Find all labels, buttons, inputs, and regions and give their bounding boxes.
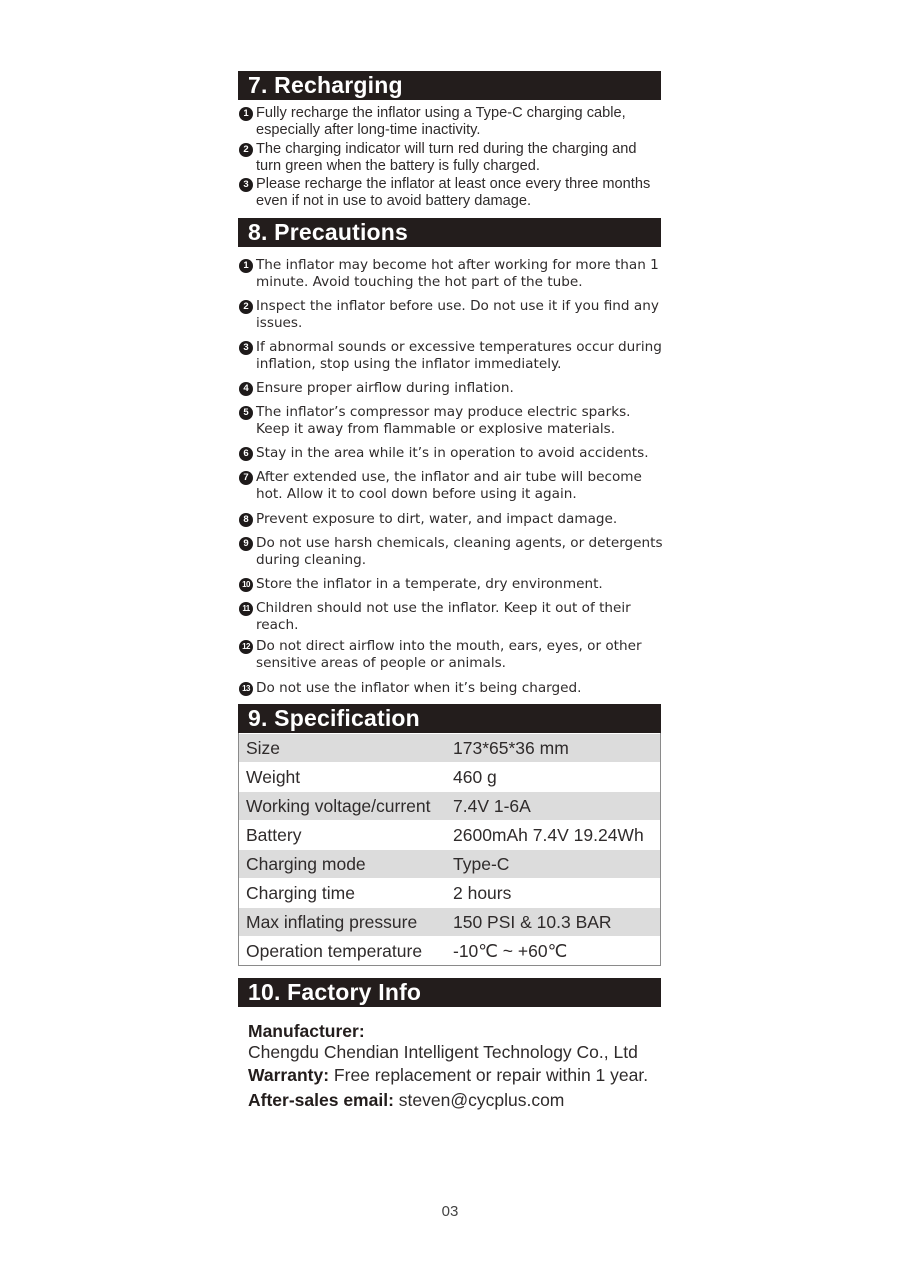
section-header-specification: 9. Specification	[238, 704, 661, 733]
item-text: The inflator’s compressor may produce electric sparks. Keep it away from flammable or explosive materials.	[256, 404, 631, 437]
item-text: Prevent exposure to dirt, water, and impact damage.	[256, 511, 618, 527]
warranty-line	[248, 1065, 668, 1086]
number-badge-icon: 1	[239, 107, 253, 121]
recharging-item-2	[238, 141, 663, 175]
section-header-recharging: 7. Recharging	[238, 71, 661, 100]
section-header-precautions: 8. Precautions	[238, 218, 661, 247]
page-number: 03	[441, 1203, 459, 1220]
spec-value: 150 PSI & 10.3 BAR	[453, 911, 612, 932]
item-text: Children should not use the inflator. Keep it out of their reach.	[256, 600, 631, 633]
number-badge-icon: 10	[239, 578, 253, 592]
spec-label: Charging time	[246, 882, 355, 903]
number-badge-icon: 1	[239, 259, 253, 273]
spec-value: 2 hours	[453, 882, 512, 903]
section-header-factory-info: 10. Factory Info	[238, 978, 661, 1007]
precaution-item-12	[238, 638, 663, 672]
precaution-item-5	[238, 404, 663, 438]
item-text: Ensure proper airflow during inflation.	[256, 380, 514, 396]
manufacturer-value: Chengdu Chendian Intelligent Technology Co., Ltd	[248, 1042, 638, 1062]
specification-table	[238, 733, 661, 966]
spec-value: -10℃ ~ +60℃	[453, 940, 568, 961]
spec-row-charging-time	[239, 878, 660, 907]
precaution-item-9	[238, 535, 663, 569]
recharging-item-3	[238, 176, 663, 210]
precaution-item-8	[238, 511, 663, 528]
spec-row-working-voltage	[239, 791, 660, 820]
number-badge-icon: 6	[239, 447, 253, 461]
warranty-label: Warranty:	[248, 1065, 330, 1085]
number-badge-icon: 9	[239, 537, 253, 551]
spec-label: Working voltage/current	[246, 795, 431, 816]
item-text: Fully recharge the inflator using a Type-C charging cable, especially after long-time inactivity.	[256, 105, 626, 138]
spec-row-charging-mode	[239, 849, 660, 878]
warranty-value: Free replacement or repair within 1 year.	[333, 1065, 649, 1085]
spec-row-size	[239, 733, 660, 762]
spec-value: 460 g	[453, 766, 497, 787]
number-badge-icon: 13	[239, 682, 253, 696]
spec-label: Charging mode	[246, 853, 366, 874]
spec-label: Operation temperature	[246, 940, 423, 961]
item-text: The charging indicator will turn red during the charging and turn green when the battery is fully charged.	[256, 141, 637, 174]
precaution-item-1	[238, 257, 663, 291]
manufacturer-label: Manufacturer:	[248, 1021, 365, 1041]
precaution-item-13	[238, 680, 663, 697]
item-text: Store the inflator in a temperate, dry environment.	[256, 576, 603, 592]
item-text: Do not direct airflow into the mouth, ears, eyes, or other sensitive areas of people or animals.	[256, 638, 642, 671]
spec-label: Size	[246, 737, 281, 758]
manufacturer-label-line	[248, 1021, 668, 1042]
spec-value: 7.4V 1-6A	[453, 795, 531, 816]
item-text: Please recharge the inflator at least once every three months even if not in use to avoid battery damage.	[256, 176, 651, 209]
number-badge-icon: 8	[239, 513, 253, 527]
precaution-item-2	[238, 298, 663, 332]
item-text: If abnormal sounds or excessive temperatures occur during inflation, stop using the inflator immediately.	[256, 339, 662, 372]
number-badge-icon: 2	[239, 300, 253, 314]
item-text: Do not use the inflator when it’s being charged.	[256, 680, 582, 696]
precaution-item-7	[238, 469, 663, 503]
spec-value: 2600mAh 7.4V 19.24Wh	[453, 824, 644, 845]
precaution-item-10	[238, 576, 663, 593]
number-badge-icon: 3	[239, 178, 253, 192]
number-badge-icon: 12	[239, 640, 253, 654]
number-badge-icon: 2	[239, 143, 253, 157]
email-value: steven@cycplus.com	[398, 1090, 565, 1110]
number-badge-icon: 4	[239, 382, 253, 396]
precaution-item-3	[238, 339, 663, 373]
precaution-item-11	[238, 600, 663, 634]
email-label: After-sales email:	[248, 1090, 394, 1110]
spec-value: 173*65*36 mm	[453, 737, 569, 758]
item-text: The inflator may become hot after working for more than 1 minute. Avoid touching the hot part of the tube.	[256, 257, 659, 290]
number-badge-icon: 3	[239, 341, 253, 355]
email-line	[248, 1090, 668, 1111]
item-text: Do not use harsh chemicals, cleaning agents, or detergents during cleaning.	[256, 535, 663, 568]
precaution-item-4	[238, 380, 663, 397]
spec-row-weight	[239, 762, 660, 791]
spec-row-operation-temperature	[239, 936, 660, 965]
spec-row-battery	[239, 820, 660, 849]
spec-label: Battery	[246, 824, 302, 845]
spec-label: Weight	[246, 766, 301, 787]
spec-label: Max inflating pressure	[246, 911, 418, 932]
number-badge-icon: 5	[239, 406, 253, 420]
item-text: Inspect the inflator before use. Do not use it if you find any issues.	[256, 298, 659, 331]
number-badge-icon: 11	[239, 602, 253, 616]
item-text: Stay in the area while it’s in operation to avoid accidents.	[256, 445, 649, 461]
precaution-item-6	[238, 445, 663, 462]
recharging-item-1	[238, 105, 663, 139]
spec-value: Type-C	[453, 853, 510, 874]
spec-row-max-pressure	[239, 907, 660, 936]
item-text: After extended use, the inflator and air tube will become hot. Allow it to cool down before using it again.	[256, 469, 642, 502]
number-badge-icon: 7	[239, 471, 253, 485]
